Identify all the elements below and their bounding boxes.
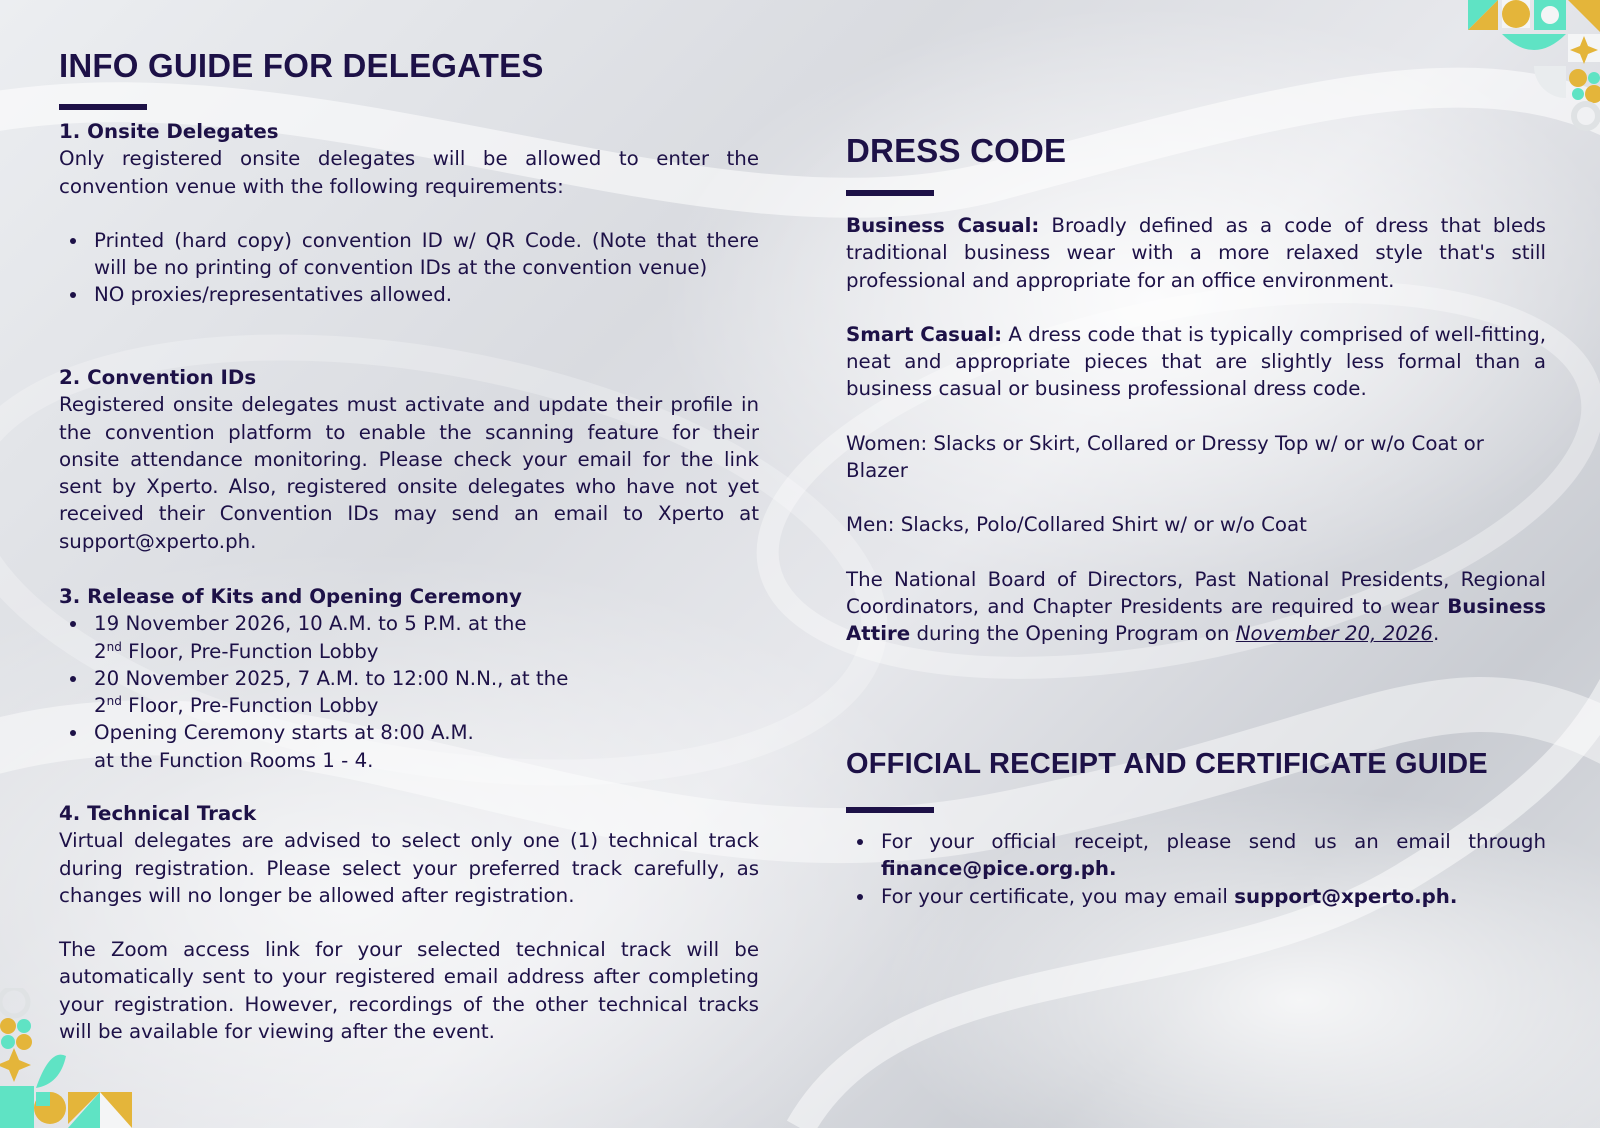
smart-casual-paragraph: Smart Casual: A dress code that is typically comprised of well-fitting, neat and appropriate pieces that are slightly less formal than a business casual or business professional dress code. bbox=[846, 322, 1546, 401]
title-underline bbox=[59, 104, 147, 110]
list-item: 20 November 2025, 7 A.M. to 12:00 N.N., at the 2nd Floor, Pre-Function Lobby bbox=[94, 665, 759, 720]
section-paragraph: The Zoom access link for your selected technical track will be automatically sent to your registered email address after completing your registration. However, recordings of the other technical tracks will be available for viewing after the event. bbox=[59, 938, 759, 1044]
list-item: Printed (hard copy) convention ID w/ QR Code. (Note that there will be no printing of convention IDs at the convention venue) bbox=[94, 227, 759, 282]
list-item: 19 November 2026, 10 A.M. to 5 P.M. at the 2nd Floor, Pre-Function Lobby bbox=[94, 610, 759, 665]
receipt-list bbox=[846, 828, 1546, 910]
section-paragraph: Virtual delegates are advised to select only one (1) technical track during registration. Please select your preferred track carefully, as changes will no longer be allowed after registration. bbox=[59, 829, 759, 907]
info-guide-title: INFO GUIDE FOR DELEGATES bbox=[59, 47, 544, 84]
business-casual-paragraph: Business Casual: Broadly defined as a code of dress that bleds traditional business wear with a more relaxed style that's still professional and appropriate for an office environment. bbox=[846, 214, 1546, 292]
section-heading: 2. Convention IDs bbox=[59, 366, 257, 389]
section-technical-track bbox=[59, 800, 759, 1045]
section-convention-ids bbox=[59, 364, 759, 555]
dress-code-underline bbox=[846, 190, 934, 196]
section-paragraph: Only registered onsite delegates will be allowed to enter the convention venue with the following requirements: bbox=[59, 147, 759, 198]
section-onsite-delegates bbox=[59, 118, 759, 309]
section-heading: 4. Technical Track bbox=[59, 802, 257, 825]
section-heading: 1. Onsite Delegates bbox=[59, 120, 279, 143]
section-paragraph: Registered onsite delegates must activate and update their profile in the convention platform to enable the scanning feature for their onsite attendance monitoring. Please check your email for the link sent by Xperto. Also, registered onsite delegates who have not yet received their Convention IDs may send an email to Xperto at support@xperto.ph. bbox=[59, 393, 759, 553]
finance-email-link[interactable]: finance@pice.org.ph. bbox=[881, 857, 1117, 881]
section-heading: 3. Release of Kits and Opening Ceremony bbox=[59, 585, 522, 608]
list-item: NO proxies/representatives allowed. bbox=[94, 281, 759, 308]
corner-pattern-decoration bbox=[1468, 0, 1600, 132]
list-item: For your certificate, you may email support@xperto.ph. bbox=[881, 883, 1546, 910]
receipt-content bbox=[846, 828, 1546, 910]
requirements-list bbox=[59, 227, 759, 309]
section-release-of-kits bbox=[59, 583, 759, 774]
list-item: For your official receipt, please send us an email through finance@pice.org.ph. bbox=[881, 828, 1546, 883]
men-dress-code: Men: Slacks, Polo/Collared Shirt w/ or w/o Coat bbox=[846, 513, 1307, 537]
receipt-title: OFFICIAL RECEIPT AND CERTIFICATE GUIDE bbox=[846, 748, 1488, 780]
dress-code-title: DRESS CODE bbox=[846, 132, 1067, 169]
support-email-link[interactable]: support@xperto.ph. bbox=[1234, 884, 1458, 908]
schedule-list bbox=[59, 610, 759, 774]
opening-date: November 20, 2026 bbox=[1235, 622, 1434, 646]
dress-code-content bbox=[846, 212, 1546, 648]
receipt-underline bbox=[846, 807, 934, 813]
women-dress-code: Women: Slacks or Skirt, Collared or Dressy Top w/ or w/o Coat or Blazer bbox=[846, 431, 1484, 483]
board-attire-paragraph: The National Board of Directors, Past National Presidents, Regional Coordinators, and Chapter Presidents are required to wear Business Attire during the Opening Program on November 20, 2026. bbox=[846, 567, 1546, 646]
list-item: Opening Ceremony starts at 8:00 A.M. at the Function Rooms 1 - 4. bbox=[94, 719, 759, 774]
